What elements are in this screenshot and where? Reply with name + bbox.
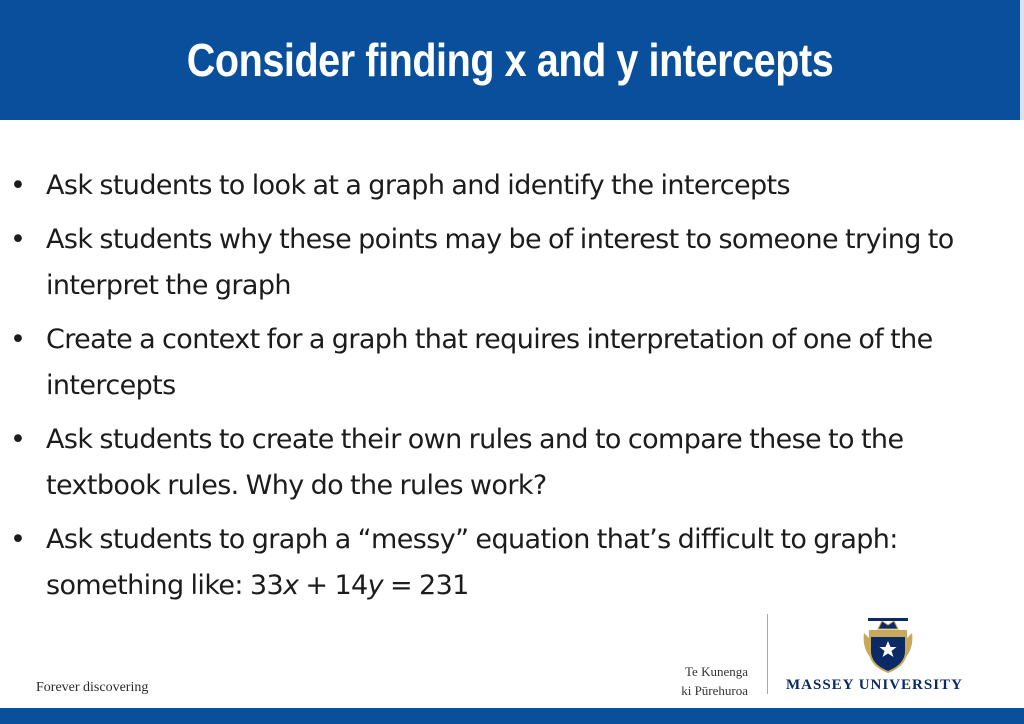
bullet-text: Ask students to look at a graph and identify the intercepts	[46, 170, 791, 201]
university-wordmark: MASSEY UNIVERSITY	[786, 677, 963, 693]
equation-lead: Ask students to graph a “messy” equation that’s difficult to graph: something like: 33	[46, 524, 898, 601]
slide-title: Consider finding x and y intercepts	[186, 34, 834, 86]
bullet-item	[0, 517, 1024, 609]
equation-mid: + 14	[298, 570, 368, 601]
bullet-item	[0, 217, 1024, 309]
equation-variable-y: y	[367, 570, 383, 601]
bullet-item	[0, 163, 1024, 209]
bullet-text: Create a context for a graph that requires interpretation of one of the intercepts	[46, 324, 933, 401]
maori-tagline	[668, 662, 748, 700]
bullet-text-equation	[46, 517, 1006, 609]
bullet-marker: •	[10, 424, 26, 455]
bullet-item	[0, 417, 1024, 509]
equation-variable-x: x	[283, 570, 299, 601]
bullet-text: Ask students why these points may be of interest to someone trying to interpret the graph	[46, 224, 954, 301]
footer-slogan: Forever discovering	[36, 680, 149, 695]
equation-tail: = 231	[383, 570, 469, 601]
tagline-line-2: ki Pūrehuroa	[681, 683, 748, 698]
tagline-line-1: Te Kunenga	[685, 664, 748, 679]
bullet-list	[0, 163, 1024, 617]
bullet-text: Ask students to create their own rules and to compare these to the textbook rules. Why do the rules work?	[46, 424, 904, 501]
bullet-marker: •	[10, 224, 26, 255]
bottom-bar	[0, 708, 1024, 724]
bullet-item	[0, 317, 1024, 409]
bullet-marker: •	[10, 170, 26, 201]
university-crest-icon	[862, 617, 914, 673]
bullet-marker: •	[10, 324, 26, 355]
title-bar	[0, 0, 1024, 120]
bullet-marker: •	[10, 524, 26, 555]
footer-divider	[767, 614, 768, 694]
